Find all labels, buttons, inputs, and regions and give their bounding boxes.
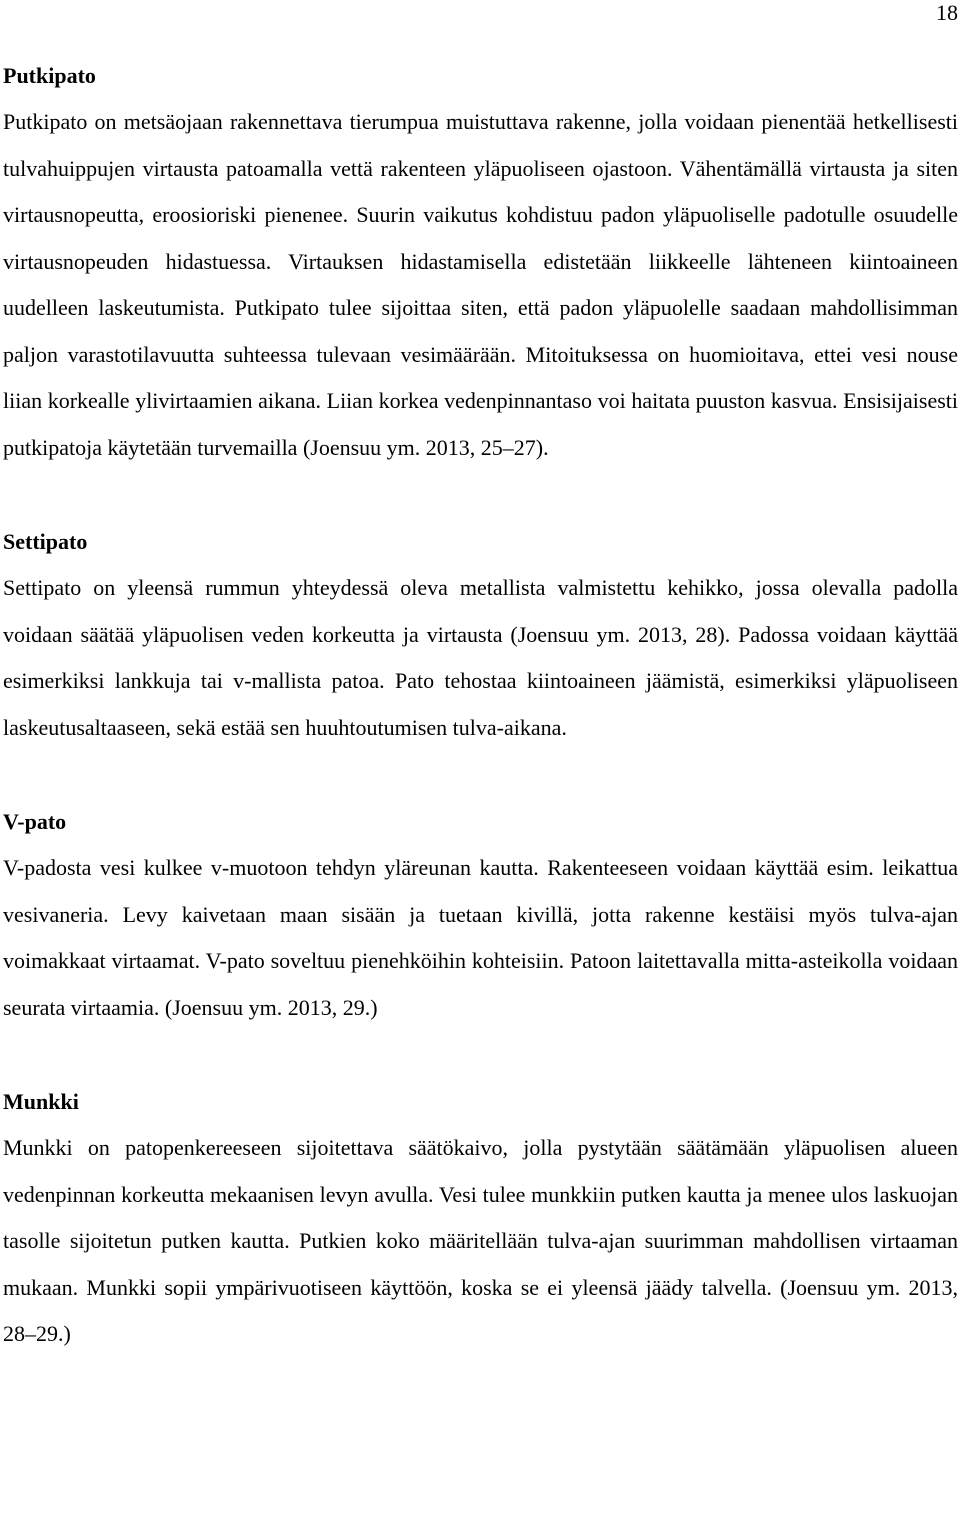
section-paragraph: Settipato on yleensä rummun yhteydessä oleva metallista valmistettu kehikko, jossa olevalla padolla voidaan säätää yläpuolisen veden korkeutta ja virtausta (Joensuu ym. 2013, 28). Padossa voidaan käyttää esimerkiksi lankkuja tai v-mallista patoa. Pato tehostaa kiintoaineen jäämistä, esimerkiksi yläpuoliseen laskeutusaltaaseen, sekä estää sen huuhtoutumisen tulva-aikana. — [3, 575, 958, 740]
section-putkipato — [3, 52, 958, 471]
section-heading: V-pato — [3, 809, 67, 834]
section-heading: Putkipato — [3, 63, 96, 88]
section-v-pato — [3, 798, 958, 1031]
section-settipato — [3, 518, 958, 751]
section-munkki — [3, 1078, 958, 1358]
page-number: 18 — [936, 0, 958, 25]
section-paragraph: Munkki on patopenkereeseen sijoitettava säätökaivo, jolla pystytään säätämään yläpuolisen alueen vedenpinnan korkeutta mekaanisen levyn avulla. Vesi tulee munkkiin putken kautta ja menee ulos laskuojan tasolle sijoitetun putken kautta. Putkien koko määritellään tulva-ajan suurimman mahdollisen virtaaman mukaan. Munkki sopii ympärivuotiseen käyttöön, koska se ei yleensä jäädy talvella. (Joensuu ym. 2013, 28–29.) — [3, 1135, 958, 1346]
section-heading: Settipato — [3, 529, 88, 554]
section-heading: Munkki — [3, 1089, 79, 1114]
section-paragraph: V-padosta vesi kulkee v-muotoon tehdyn yläreunan kautta. Rakenteeseen voidaan käyttää esim. leikattua vesivaneria. Levy kaivetaan maan sisään ja tuetaan kivillä, jotta rakenne kestäisi myös tulva-ajan voimakkaat virtaamat. V-pato soveltuu pienehköihin kohteisiin. Patoon laitettavalla mitta-asteikolla voidaan seurata virtaamia. (Joensuu ym. 2013, 29.) — [3, 855, 958, 1020]
document-body — [3, 52, 958, 1405]
section-paragraph: Putkipato on metsäojaan rakennettava tierumpua muistuttava rakenne, jolla voidaan pienentää hetkellisesti tulvahuippujen virtausta patoamalla vettä rakenteen yläpuoliseen ojastoon. Vähentämällä virtausta ja siten virtausnopeutta, eroosioriski pienenee. Suurin vaikutus kohdistuu padon yläpuoliselle padotulle osuudelle virtausnopeuden hidastuessa. Virtauksen hidastamisella edistetään liikkeelle lähteneen kiintoaineen uudelleen laskeutumista. Putkipato tulee sijoittaa siten, että padon yläpuolelle saadaan mahdollisimman paljon varastotilavuutta suhteessa tulevaan vesimäärään. Mitoituksessa on huomioitava, ettei vesi nouse liian korkealle ylivirtaamien aikana. Liian korkea vedenpinnantaso voi haitata puuston kasvua. Ensisijaisesti putkipatoja käytetään turvemailla (Joensuu ym. 2013, 25–27). — [3, 109, 958, 460]
